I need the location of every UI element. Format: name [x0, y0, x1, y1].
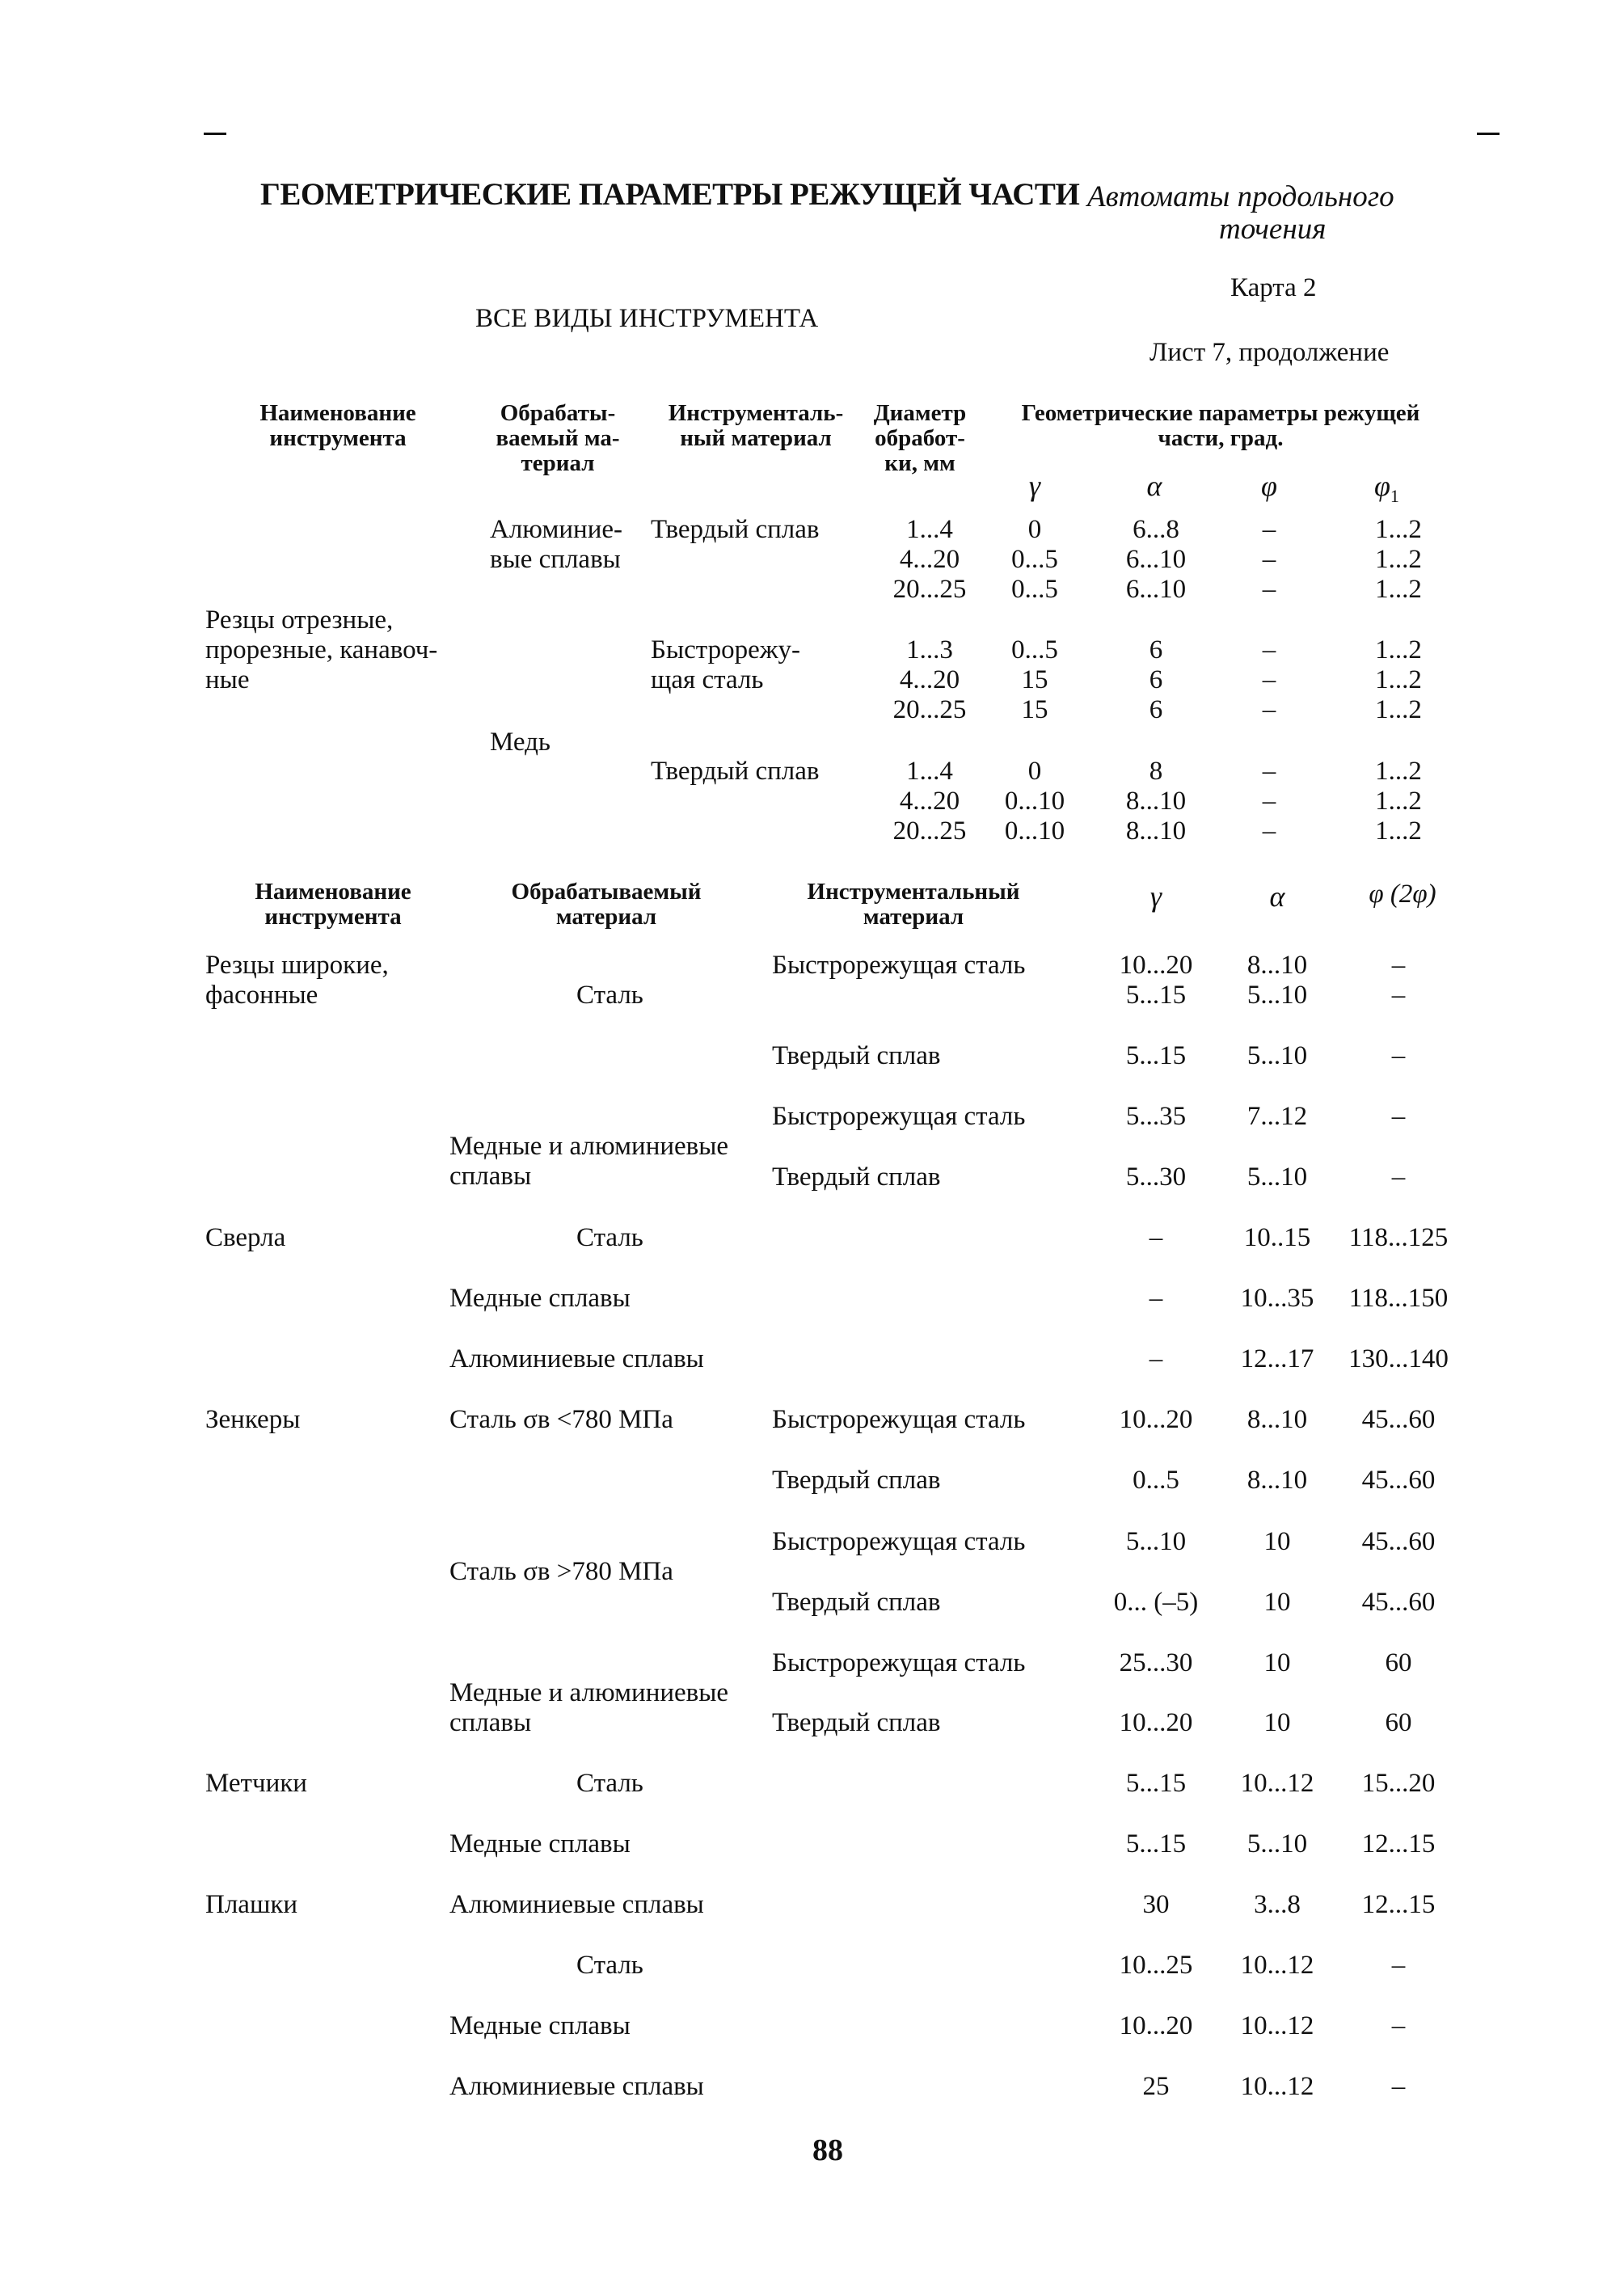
t1-cell-phi1: 1...2 [1375, 545, 1422, 574]
page-number: 88 [812, 2133, 843, 2167]
t2-cell-alpha: 10 [1263, 1527, 1291, 1556]
t2-mat-steel-2: Сталь [576, 1223, 643, 1252]
corner-mark-right [1477, 133, 1500, 135]
t2-cell-alpha: 10 [1263, 1708, 1291, 1737]
t2-cell-gamma: 5...30 [1125, 1162, 1187, 1192]
t2-cell-alpha: 8...10 [1246, 951, 1308, 980]
t1-header-geometry-l1: Геометрические параметры режущей [1021, 400, 1420, 426]
t1-cell-gamma: 15 [1021, 695, 1048, 724]
t2-tool-cutters-l2: фасонные [205, 981, 318, 1010]
t2-cell-phi: 130...140 [1348, 1344, 1449, 1373]
t2-header-instr [784, 880, 1043, 930]
t1-tool-name-l1: Резцы отрезные, [205, 605, 394, 635]
t2-cell-gamma: 5...10 [1125, 1527, 1187, 1556]
t2-mat-cu-al-1-l2: сплавы [449, 1162, 532, 1191]
t2-row [0, 1284, 1624, 1314]
page-title: ГЕОМЕТРИЧЕСКИЕ ПАРАМЕТРЫ РЕЖУЩЕЙ ЧАСТИ [260, 177, 1080, 212]
t2-row [0, 1588, 1624, 1618]
t2-row [0, 1466, 1624, 1496]
t1-cell-alpha: 8...10 [1125, 787, 1187, 816]
t1-header-diameter-l2: обработ- [875, 425, 965, 451]
t2-cell-gamma: 10...20 [1119, 1708, 1193, 1737]
t2-header-tool [212, 880, 454, 930]
t2-mat-al-1: Алюминиевые сплавы [449, 1344, 704, 1373]
t2-row [0, 981, 1624, 1010]
t2-cell-phi: – [1391, 2011, 1406, 2040]
t1-row [0, 515, 1624, 545]
t1-cell-phi1: 1...2 [1375, 787, 1422, 816]
t2-tool-dies: Плашки [205, 1890, 298, 1919]
t1-cell-gamma: 0...5 [1011, 545, 1058, 574]
t2-cell-alpha: 5...10 [1246, 1162, 1308, 1192]
t2-row [0, 951, 1624, 981]
t2-cell-gamma: 5...15 [1125, 1041, 1187, 1070]
t1-cell-diameter: 4...20 [899, 665, 960, 694]
t2-cell-phi: – [1391, 951, 1406, 980]
t1-cell-diameter: 20...25 [892, 695, 967, 724]
t2-row [0, 1162, 1624, 1192]
t1-material-copper: Медь [490, 728, 550, 757]
t2-header-instr-l1: Инструментальный [807, 879, 1020, 905]
sheet-label: Лист 7, продолжение [1149, 338, 1390, 367]
t1-header-diameter-l3: ки, мм [884, 450, 955, 476]
t1-row [0, 635, 1624, 665]
t2-cell-gamma: 10...20 [1119, 951, 1193, 980]
t2-instr-hss-3: Быстрорежущая сталь [772, 1405, 1026, 1434]
t1-tool-name-l2: прорезные, канавоч- [205, 635, 438, 665]
t1-cell-diameter: 20...25 [892, 816, 967, 846]
t2-cell-phi: 12...15 [1361, 1890, 1436, 1919]
t1-cell-alpha: 8...10 [1125, 816, 1187, 846]
t2-cell-phi: – [1391, 1951, 1406, 1980]
t2-cell-alpha: 7...12 [1246, 1102, 1308, 1131]
t2-header-tool-l1: Наименование [255, 879, 411, 905]
t1-header-tool-l2: инструмента [269, 425, 407, 451]
t1-tool-name-l3: ные [205, 665, 250, 694]
t2-cell-phi: – [1391, 1102, 1406, 1131]
t2-cell-phi: – [1391, 2072, 1406, 2101]
t1-cell-alpha: 6 [1149, 635, 1163, 665]
t2-row [0, 1102, 1624, 1132]
t2-cell-alpha: 3...8 [1254, 1890, 1301, 1919]
t1-cell-phi: – [1262, 816, 1276, 846]
t2-row [0, 1405, 1624, 1435]
t1-row [0, 665, 1624, 695]
t2-row [0, 1344, 1624, 1374]
t1-header-geometry [978, 401, 1463, 451]
t2-row [0, 2072, 1624, 2102]
t2-cell-phi: 45...60 [1361, 1527, 1436, 1556]
t2-cell-alpha: 10 [1263, 1588, 1291, 1617]
t1-cell-alpha: 6...8 [1133, 515, 1179, 544]
t2-cell-alpha: 12...17 [1240, 1344, 1314, 1373]
t1-header-alpha: α [1146, 470, 1162, 502]
t1-cell-phi: – [1262, 575, 1276, 604]
t2-cell-alpha: 10...12 [1240, 2072, 1314, 2101]
t1-cell-alpha: 6 [1149, 665, 1163, 694]
t1-instr-hard-1: Твердый сплав [651, 515, 820, 544]
t2-header-gamma: γ [1149, 880, 1162, 913]
t1-cell-phi1: 1...2 [1375, 695, 1422, 724]
t2-cell-alpha: 10...12 [1240, 1769, 1314, 1798]
t1-header-diameter [855, 401, 985, 476]
t2-header-material-l1: Обрабатываемый [511, 879, 702, 905]
t1-cell-phi1: 1...2 [1375, 665, 1422, 694]
t2-cell-alpha: 10..15 [1243, 1223, 1311, 1252]
t2-row [0, 1890, 1624, 1920]
t1-header-geometry-l2: части, град. [1158, 425, 1284, 451]
t2-tool-cutters-l1: Резцы широкие, [205, 951, 389, 980]
t2-cell-gamma: 5...15 [1125, 981, 1187, 1010]
t1-header-gamma: γ [1028, 470, 1041, 502]
t1-cell-gamma: 0 [1027, 515, 1042, 544]
t2-instr-hss-1: Быстрорежущая сталь [772, 951, 1026, 980]
t2-mat-al-3: Алюминиевые сплавы [449, 2072, 704, 2101]
t1-cell-phi: – [1262, 635, 1276, 665]
t2-row [0, 1041, 1624, 1071]
t1-header-instr-l2: ный материал [680, 425, 832, 451]
t2-cell-alpha: 8...10 [1246, 1466, 1308, 1495]
t1-cell-diameter: 1...4 [906, 757, 953, 786]
t2-cell-gamma: 0...5 [1133, 1466, 1179, 1495]
t1-cell-alpha: 6 [1149, 695, 1163, 724]
t1-header-instr [651, 401, 861, 451]
t1-cell-phi1: 1...2 [1375, 515, 1422, 544]
t2-mat-cu-al-2-l2: сплавы [449, 1708, 532, 1737]
t2-instr-hss-4: Быстрорежущая сталь [772, 1527, 1026, 1556]
t1-material-aluminium-l1: Алюминие- [490, 515, 623, 544]
t2-cell-alpha: 10...12 [1240, 2011, 1314, 2040]
t2-cell-phi: – [1391, 1162, 1406, 1192]
t2-row [0, 1223, 1624, 1253]
t1-cell-phi: – [1262, 695, 1276, 724]
t2-cell-gamma: 30 [1142, 1890, 1170, 1919]
t2-instr-hard-5: Твердый сплав [772, 1708, 941, 1737]
t2-mat-steel-3: Сталь [576, 1769, 643, 1798]
card-label: Карта 2 [1230, 273, 1317, 302]
t1-cell-phi: – [1262, 757, 1276, 786]
t2-cell-gamma: 5...15 [1125, 1769, 1187, 1798]
t1-header-diameter-l1: Диаметр [873, 400, 967, 426]
t2-tool-drills: Сверла [205, 1223, 286, 1252]
t1-cell-phi1: 1...2 [1375, 757, 1422, 786]
t1-header-phi1-symbol: φ [1374, 470, 1390, 502]
t1-cell-diameter: 4...20 [899, 545, 960, 574]
t2-header-material [485, 880, 728, 930]
t2-cell-gamma: 25...30 [1119, 1648, 1193, 1677]
t1-header-material-l3: териал [521, 450, 595, 476]
t2-cell-phi: 45...60 [1361, 1405, 1436, 1434]
corner-mark-left [204, 133, 226, 135]
t1-material-aluminium-l2: вые сплавы [490, 545, 621, 574]
t2-cell-alpha: 5...10 [1246, 1829, 1308, 1859]
t2-mat-steel-1: Сталь [576, 981, 643, 1010]
t1-cell-phi: – [1262, 515, 1276, 544]
t2-cell-phi: 60 [1385, 1708, 1412, 1737]
t2-tool-taps: Метчики [205, 1769, 307, 1798]
t2-cell-alpha: 10 [1263, 1648, 1291, 1677]
t2-cell-gamma: – [1149, 1344, 1163, 1373]
t1-cell-phi1: 1...2 [1375, 635, 1422, 665]
t1-cell-alpha: 6...10 [1125, 575, 1187, 604]
t1-cell-alpha: 6...10 [1125, 545, 1187, 574]
t2-header-phi: φ (2φ) [1369, 880, 1436, 909]
t1-row [0, 575, 1624, 605]
t2-mat-cu-al-2-l1: Медные и алюминиевые [449, 1678, 729, 1707]
t1-header-tool [217, 401, 459, 451]
t2-mat-al-2: Алюминиевые сплавы [449, 1890, 704, 1919]
t1-instr-hss-l1: Быстрорежу- [651, 635, 801, 665]
t1-cell-gamma: 0 [1027, 757, 1042, 786]
t2-row [0, 1527, 1624, 1557]
t2-header-instr-l2: материал [863, 904, 964, 930]
t2-cell-alpha: 10...35 [1240, 1284, 1314, 1313]
t2-mat-cu-3: Медные сплавы [449, 2011, 631, 2040]
t1-cell-diameter: 20...25 [892, 575, 967, 604]
t2-row [0, 1769, 1624, 1799]
t2-mat-cu-al-1-l1: Медные и алюминиевые [449, 1132, 729, 1161]
t2-instr-hard-1: Твердый сплав [772, 1041, 941, 1070]
t2-cell-phi: – [1391, 1041, 1406, 1070]
t1-header-instr-l1: Инструменталь- [668, 400, 844, 426]
t1-instr-hss-l2: щая сталь [651, 665, 764, 694]
subtitle-line2: точения [1219, 213, 1327, 246]
t1-header-phi: φ [1261, 470, 1277, 502]
subtitle-line1: Автоматы продольного [1087, 180, 1394, 213]
t2-cell-gamma: 0... (–5) [1113, 1588, 1199, 1617]
t2-mat-steel-lt: Сталь σв <780 МПа [449, 1405, 673, 1434]
t2-cell-alpha: 5...10 [1246, 1041, 1308, 1070]
t1-header-material [477, 401, 639, 476]
t1-row [0, 787, 1624, 816]
t1-row [0, 816, 1624, 846]
t2-cell-phi: 118...125 [1348, 1223, 1449, 1252]
t1-cell-gamma: 15 [1021, 665, 1048, 694]
t2-row [0, 1648, 1624, 1678]
t1-cell-diameter: 1...3 [906, 635, 953, 665]
t2-cell-alpha: 10...12 [1240, 1951, 1314, 1980]
t1-header-phi1: $\varphi_1$ [1374, 470, 1399, 507]
t2-mat-steel-gt: Сталь σв >780 МПа [449, 1557, 673, 1586]
t2-instr-hard-4: Твердый сплав [772, 1588, 941, 1617]
t2-header-tool-l2: инструмента [264, 904, 402, 930]
t1-row [0, 545, 1624, 575]
t2-cell-gamma: – [1149, 1223, 1163, 1252]
t1-cell-gamma: 0...5 [1011, 575, 1058, 604]
t1-instr-hard-2: Твердый сплав [651, 757, 820, 786]
t2-cell-gamma: 10...25 [1119, 1951, 1193, 1980]
t1-row [0, 695, 1624, 725]
t1-cell-gamma: 0...10 [1004, 787, 1065, 816]
t2-cell-alpha: 8...10 [1246, 1405, 1308, 1434]
t2-instr-hard-2: Твердый сплав [772, 1162, 941, 1192]
t2-row [0, 1951, 1624, 1981]
t1-cell-phi: – [1262, 545, 1276, 574]
t1-cell-phi1: 1...2 [1375, 575, 1422, 604]
t2-cell-alpha: 5...10 [1246, 981, 1308, 1010]
t2-cell-phi: – [1391, 981, 1406, 1010]
t1-row [0, 757, 1624, 787]
t1-cell-alpha: 8 [1149, 757, 1163, 786]
t2-mat-cu-1: Медные сплавы [449, 1284, 631, 1313]
t2-header-material-l2: материал [555, 904, 657, 930]
t1-cell-gamma: 0...10 [1004, 816, 1065, 846]
t2-cell-phi: 15...20 [1361, 1769, 1436, 1798]
t2-cell-phi: 45...60 [1361, 1588, 1436, 1617]
t2-row [0, 1708, 1624, 1738]
t2-cell-gamma: 5...15 [1125, 1829, 1187, 1859]
t2-cell-phi: 60 [1385, 1648, 1412, 1677]
t2-cell-gamma: 10...20 [1119, 2011, 1193, 2040]
t2-cell-phi: 45...60 [1361, 1466, 1436, 1495]
t2-cell-gamma: 10...20 [1119, 1405, 1193, 1434]
t1-cell-gamma: 0...5 [1011, 635, 1058, 665]
t1-header-material-l2: ваемый ма- [496, 425, 620, 451]
t1-header-material-l1: Обрабаты- [500, 400, 616, 426]
t2-cell-gamma: 5...35 [1125, 1102, 1187, 1131]
t2-cell-gamma: 25 [1142, 2072, 1170, 2101]
t2-mat-steel-4: Сталь [576, 1951, 643, 1980]
t2-tool-countersinks: Зенкеры [205, 1405, 301, 1434]
t2-cell-phi: 12...15 [1361, 1829, 1436, 1859]
t2-instr-hss-2: Быстрорежущая сталь [772, 1102, 1026, 1131]
t1-cell-diameter: 1...4 [906, 515, 953, 544]
subject-heading: ВСЕ ВИДЫ ИНСТРУМЕНТА [475, 304, 819, 333]
t1-cell-diameter: 4...20 [899, 787, 960, 816]
t1-cell-phi: – [1262, 787, 1276, 816]
t2-mat-cu-2: Медные сплавы [449, 1829, 631, 1859]
t2-row [0, 1829, 1624, 1859]
t1-cell-phi: – [1262, 665, 1276, 694]
t2-instr-hard-3: Твердый сплав [772, 1466, 941, 1495]
t2-cell-phi: 118...150 [1348, 1284, 1449, 1313]
t2-row [0, 2011, 1624, 2041]
t1-cell-phi1: 1...2 [1375, 816, 1422, 846]
t2-instr-hss-5: Быстрорежущая сталь [772, 1648, 1026, 1677]
t1-header-tool-l1: Наименование [259, 400, 416, 426]
t2-cell-gamma: – [1149, 1284, 1163, 1313]
t2-header-alpha: α [1269, 880, 1285, 913]
